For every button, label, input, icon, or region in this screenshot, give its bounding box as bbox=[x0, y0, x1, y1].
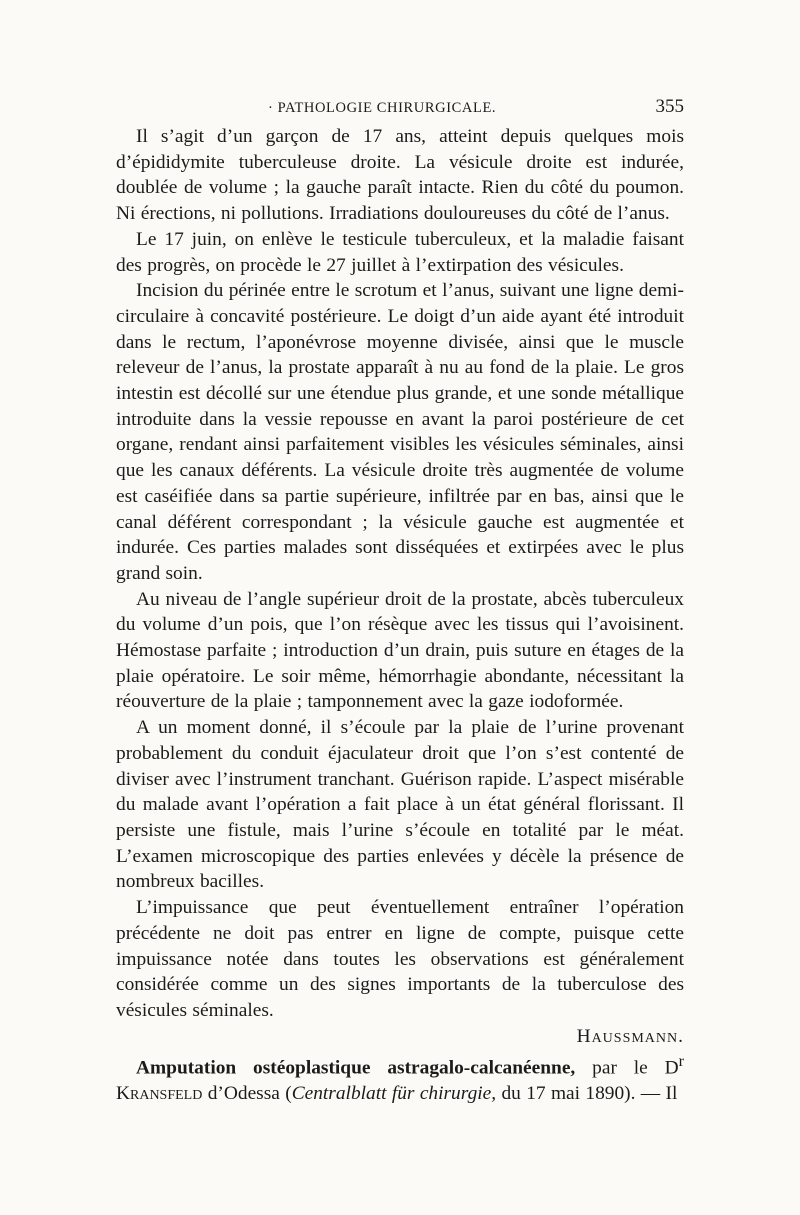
paragraph: Le 17 juin, on enlève le testicule tuberculeux, et la maladie faisant des progrès, on procède le 27 juillet à l’extirpation des vésicules. bbox=[116, 228, 684, 276]
signature-line bbox=[116, 1024, 684, 1050]
article-by-superscript: r bbox=[678, 1053, 684, 1071]
author-signature: Haussmann. bbox=[576, 1025, 684, 1047]
article-date: du 17 mai 1890). — Il bbox=[501, 1083, 678, 1105]
document-page bbox=[116, 94, 684, 1107]
article-title: Amputation ostéoplastique astragalo-calcanéenne, bbox=[136, 1057, 576, 1079]
paragraph: Incision du périnée entre le scrotum et l’anus, suivant une ligne demi-circulaire à concavité postérieure. Le doigt d’un aide ayant été introduit dans le rectum, l’aponévrose moyenne divisée, ainsi que le muscle releveur de l’anus, la prostate apparaît à nu au fond de la plaie. Le gros intestin est décollé sur une étendue plus grande, et une sonde métallique introduite dans la vessie repousse en avant la paroi postérieure de cet organe, rendant ainsi parfaitement visibles les vésicules séminales, ainsi que les canaux déférents. La vésicule droite très augmentée de volume est caséifiée dans sa partie supérieure, infiltrée par en bas, ainsi que le canal déférent correspondant ; la vésicule gauche est augmentée et indurée. Ces parties malades sont disséquées et extirpées avec le plus grand soin. bbox=[116, 280, 684, 584]
paragraph: A un moment donné, il s’écoule par la plaie de l’urine provenant probablement du conduit éjaculateur droit que l’on s’est contenté de diviser avec l’instrument tranchant. Guérison rapide. L’aspect misérable du malade avant l’opération a fait place à un état général florissant. Il persiste une fistule, mais l’urine s’écoule en totalité par le méat. L’examen microscopique des parties enlevées y décèle la présence de nombreux bacilles. bbox=[116, 717, 684, 893]
running-title: · PATHOLOGIE CHIRURGICALE. bbox=[268, 100, 496, 117]
article-heading bbox=[116, 1049, 684, 1107]
article-journal: Centralblatt für chirurgie, bbox=[291, 1083, 497, 1105]
page-number: 355 bbox=[655, 96, 684, 117]
article-place: d’Odessa ( bbox=[207, 1083, 292, 1105]
body-text bbox=[116, 124, 684, 1107]
article-by: par le D bbox=[592, 1057, 679, 1079]
page-header bbox=[116, 94, 684, 124]
paragraph: L’impuissance que peut éventuellement entraîner l’opération précédente ne doit pas entrer en ligne de compte, puisque cette impuissance notée dans toutes les observations est généralement considérée comme un des signes importants de la tuberculose des vésicules séminales. bbox=[116, 897, 684, 1021]
paragraph: Il s’agit d’un garçon de 17 ans, atteint depuis quelques mois d’épididymite tuberculeuse droite. La vésicule droite est indurée, doublée de volume ; la gauche paraît intacte. Rien du côté du poumon. Ni érections, ni pollutions. Irradiations douloureuses du côté de l’anus. bbox=[116, 126, 684, 225]
paragraph: Au niveau de l’angle supérieur droit de la prostate, abcès tuberculeux du volume d’un pois, que l’on résèque avec les tissus qui l’avoisinent. Hémostase parfaite ; introduction d’un drain, puis suture en étages de la plaie opératoire. Le soir même, hémorrhagie abondante, nécessitant la réouverture de la plaie ; tamponnement avec la gaze iodoformée. bbox=[116, 588, 684, 713]
article-author: Kransfeld bbox=[116, 1083, 203, 1105]
